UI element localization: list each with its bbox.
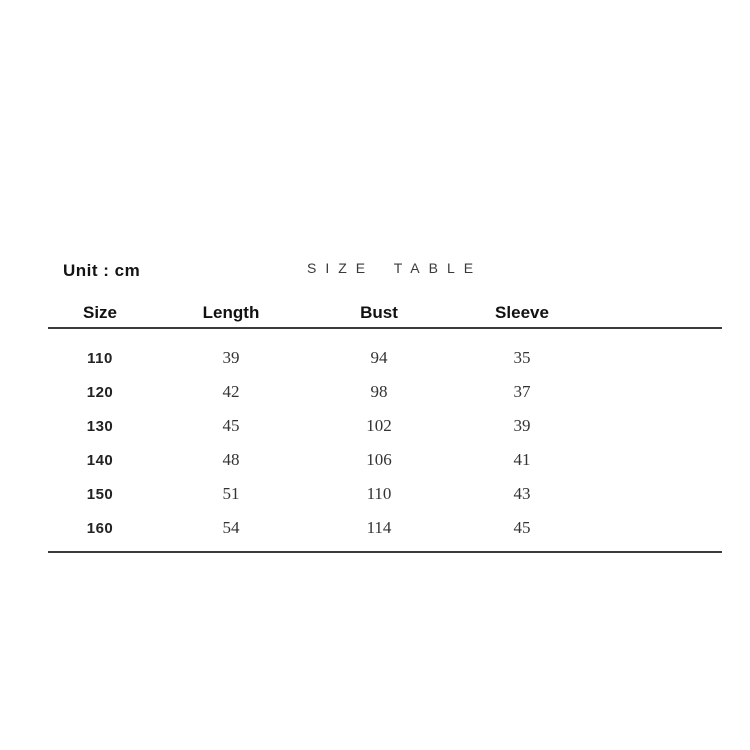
cell-sleeve: 37 [513, 382, 531, 401]
cell-bust: 114 [366, 518, 392, 537]
column-header-bust: Bust [360, 302, 398, 322]
cell-sleeve: 45 [513, 518, 531, 537]
cell-size: 110 [87, 349, 113, 367]
table-body [48, 329, 722, 553]
size-table [48, 298, 722, 553]
table-row-110 [48, 341, 722, 375]
cell-length: 42 [222, 382, 240, 401]
cell-bust: 110 [366, 484, 392, 503]
cell-size: 150 [86, 485, 114, 503]
cell-sleeve: 41 [513, 450, 531, 469]
cell-length: 48 [222, 450, 240, 469]
cell-size: 120 [86, 383, 114, 401]
cell-bust: 106 [366, 450, 392, 469]
cell-sleeve: 39 [513, 416, 531, 435]
cell-length: 39 [222, 348, 240, 367]
cell-bust: 102 [366, 416, 392, 435]
cell-length: 51 [222, 484, 240, 503]
unit-label: Unit : cm [63, 261, 141, 280]
table-header-row [48, 298, 722, 329]
cell-bust: 94 [370, 348, 388, 367]
table-row-130 [48, 409, 722, 443]
cell-sleeve: 43 [513, 484, 531, 503]
size-table-title: SIZE TABLE [307, 260, 483, 276]
table-row-140 [48, 443, 722, 477]
cell-size: 160 [86, 519, 114, 537]
column-header-length: Length [202, 302, 260, 322]
cell-length: 45 [222, 416, 240, 435]
cell-sleeve: 35 [513, 348, 531, 367]
cell-length: 54 [222, 518, 240, 537]
cell-bust: 98 [370, 382, 388, 401]
table-row-160 [48, 511, 722, 545]
table-row-120 [48, 375, 722, 409]
cell-size: 140 [86, 451, 114, 469]
cell-size: 130 [86, 417, 114, 435]
column-header-size: Size [82, 302, 118, 322]
column-header-sleeve: Sleeve [495, 302, 549, 322]
table-row-150 [48, 477, 722, 511]
